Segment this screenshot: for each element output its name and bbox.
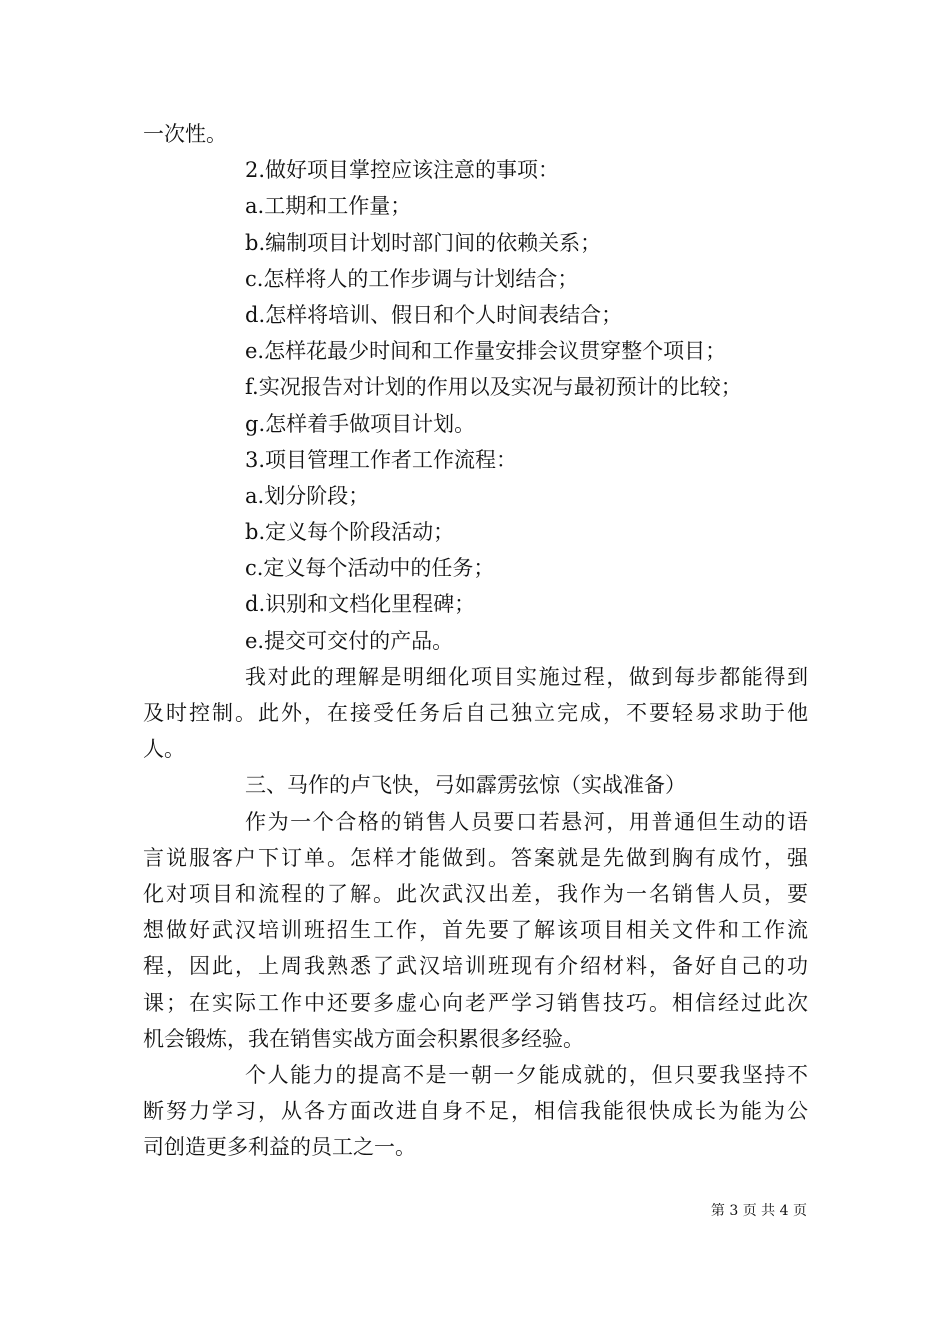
section-heading: 三、马作的卢飞快，弓如霹雳弦惊（实战准备） (245, 773, 686, 798)
paragraph-line: 课；在实际工作中还要多虚心向老严学习销售技巧。相信经过此次 (143, 990, 808, 1015)
paragraph-line: 机会锻炼，我在销售实战方面会积累很多经验。 (143, 1026, 584, 1051)
list-heading: 3.项目管理工作者工作流程： (245, 447, 518, 472)
paragraph-line: 个人能力的提高不是一朝一夕能成就的，但只要我坚持不 (245, 1062, 808, 1087)
list-item: c.定义每个活动中的任务； (245, 556, 495, 581)
list-item: c.怎样将人的工作步调与计划结合； (245, 266, 579, 291)
paragraph-line: 及时控制。此外，在接受任务后自己独立完成，不要轻易求助于他 (143, 701, 808, 725)
list-item: f.实况报告对计划的作用以及实况与最初预计的比较； (245, 375, 742, 400)
document-body (143, 116, 808, 1165)
paragraph-line: 作为一个合格的销售人员要口若悬河，用普通但生动的语 (245, 809, 808, 834)
paragraph-line: 程，因此，上周我熟悉了武汉培训班现有介绍材料，备好自己的功 (143, 954, 808, 979)
list-item: d.怎样将培训、假日和个人时间表结合； (245, 302, 623, 327)
paragraph-line: 人。 (143, 737, 185, 762)
list-item: e.怎样花最少时间和工作量安排会议贯穿整个项目； (245, 339, 727, 364)
list-item: a.工期和工作量； (245, 194, 412, 219)
paragraph-line: 我对此的理解是明细化项目实施过程，做到每步都能得到 (245, 664, 808, 689)
list-item: e.提交可交付的产品。 (245, 628, 454, 653)
paragraph-line: 断努力学习，从各方面改进自身不足，相信我能很快成长为能为公 (143, 1099, 808, 1124)
paragraph-line: 司创造更多利益的员工之一。 (143, 1135, 416, 1160)
paragraph-line: 想做好武汉培训班招生工作，首先要了解该项目相关文件和工作流 (143, 918, 808, 943)
paragraph-line: 言说服客户下订单。怎样才能做到。答案就是先做到胸有成竹，强 (143, 845, 808, 870)
paragraph-line: 化对项目和流程的了解。此次武汉出差，我作为一名销售人员，要 (143, 881, 808, 906)
list-heading: 2.做好项目掌控应该注意的事项： (245, 158, 560, 183)
page-number: 第 3 页 共 4 页 (710, 1203, 807, 1219)
list-item: g.怎样着手做项目计划。 (245, 411, 476, 436)
list-item: b.编制项目计划时部门间的依赖关系； (245, 230, 602, 255)
list-item: d.识别和文档化里程碑； (245, 592, 476, 617)
list-item: a.划分阶段； (245, 483, 370, 508)
text-line: 一次性。 (143, 122, 227, 146)
list-item: b.定义每个阶段活动； (245, 520, 455, 545)
